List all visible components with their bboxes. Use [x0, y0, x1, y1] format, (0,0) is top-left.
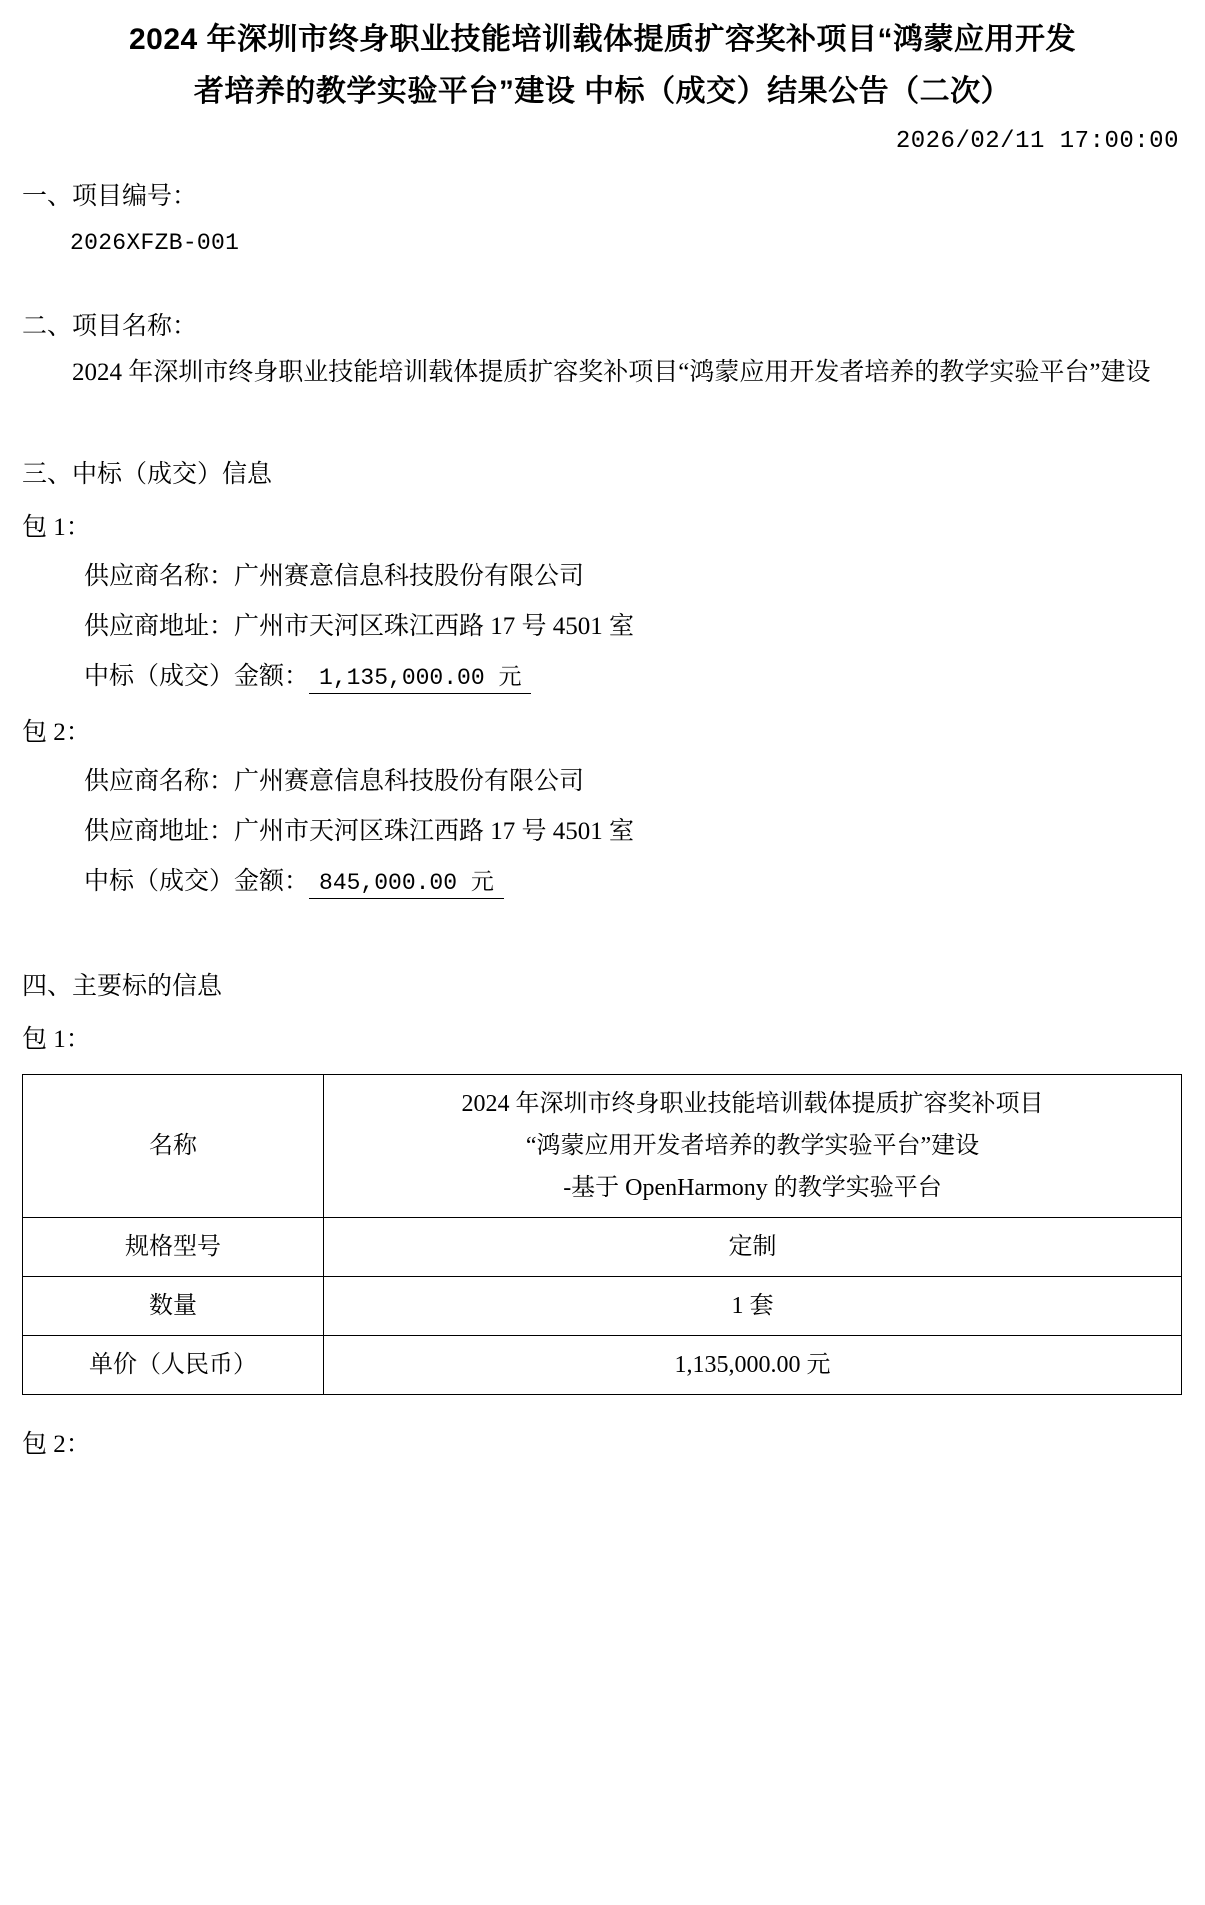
row-value-name-line-1: 2024 年深圳市终身职业技能培训载体提质扩容奖补项目: [461, 1091, 1044, 1117]
table-row: [23, 1336, 1182, 1395]
main-items-table: [22, 1074, 1182, 1395]
main-items-package-1-label: 包 1：: [22, 1026, 91, 1053]
supplier-name-value: 广州赛意信息科技股份有限公司: [234, 768, 585, 795]
award-package-1-supplier-address: [84, 602, 1183, 652]
main-items-package-2-label: 包 2：: [22, 1431, 91, 1458]
table-row: [23, 1218, 1182, 1277]
row-value-unit-price: 1,135,000.00 元: [324, 1336, 1182, 1395]
supplier-address-label: 供应商地址：: [84, 818, 235, 845]
award-package-2-supplier-name: [84, 757, 1183, 807]
section-heading-main-items: 四、主要标的信息: [22, 973, 223, 1000]
amount-label: 中标（成交）金额：: [84, 868, 310, 895]
amount-label: 中标（成交）金额：: [84, 663, 310, 690]
row-label-unit-price: 单价（人民币）: [23, 1336, 324, 1395]
page-title-line-2: 者培养的教学实验平台”建设 中标（成交）结果公告（二次）: [193, 75, 1012, 108]
supplier-name-value: 广州赛意信息科技股份有限公司: [234, 563, 585, 590]
spacer: [22, 908, 1183, 952]
row-value-name-line-3: -基于 OpenHarmony 的教学实验平台: [563, 1175, 942, 1201]
table-row: [23, 1277, 1182, 1336]
supplier-name-label: 供应商名称：: [84, 768, 235, 795]
supplier-name-label: 供应商名称：: [84, 563, 235, 590]
table-row: [23, 1075, 1182, 1218]
row-label-name: 名称: [23, 1075, 324, 1218]
page-title: [22, 14, 1183, 118]
amount-value: 1,135,000.00 元: [309, 665, 531, 694]
publish-timestamp: 2026/02/11 17:00:00: [895, 128, 1179, 155]
supplier-address-value: 广州市天河区珠江西路 17 号 4501 室: [234, 818, 635, 845]
award-package-1-amount: [84, 652, 1183, 703]
award-package-1-label: 包 1：: [22, 514, 91, 541]
page-title-line-1: 2024 年深圳市终身职业技能培训载体提质扩容奖补项目“鸿蒙应用开发: [128, 23, 1077, 56]
spacer: [22, 266, 1183, 292]
spacer: [22, 396, 1183, 440]
row-label-spec: 规格型号: [23, 1218, 324, 1277]
row-label-quantity: 数量: [23, 1277, 324, 1336]
section-heading-award-info: 三、中标（成交）信息: [22, 461, 273, 488]
project-number-value: 2026XFZB-001: [70, 230, 240, 256]
supplier-address-value: 广州市天河区珠江西路 17 号 4501 室: [234, 613, 635, 640]
row-value-name: [324, 1075, 1182, 1218]
row-value-quantity: 1 套: [324, 1277, 1182, 1336]
award-package-1-supplier-name: [84, 552, 1183, 602]
award-package-2-label: 包 2：: [22, 719, 91, 746]
amount-value: 845,000.00 元: [309, 870, 504, 899]
award-package-2-supplier-address: [84, 807, 1183, 857]
project-name-value: 2024 年深圳市终身职业技能培训载体提质扩容奖补项目“鸿蒙应用开发者培养的教学实验平台”建设: [72, 359, 1151, 386]
section-heading-project-number: 一、项目编号：: [22, 183, 198, 210]
award-package-2-amount: [84, 857, 1183, 908]
section-heading-project-name: 二、项目名称：: [22, 313, 198, 340]
row-value-spec: 定制: [324, 1218, 1182, 1277]
row-value-name-line-2: “鸿蒙应用开发者培养的教学实验平台”建设: [525, 1133, 980, 1159]
supplier-address-label: 供应商地址：: [84, 613, 235, 640]
